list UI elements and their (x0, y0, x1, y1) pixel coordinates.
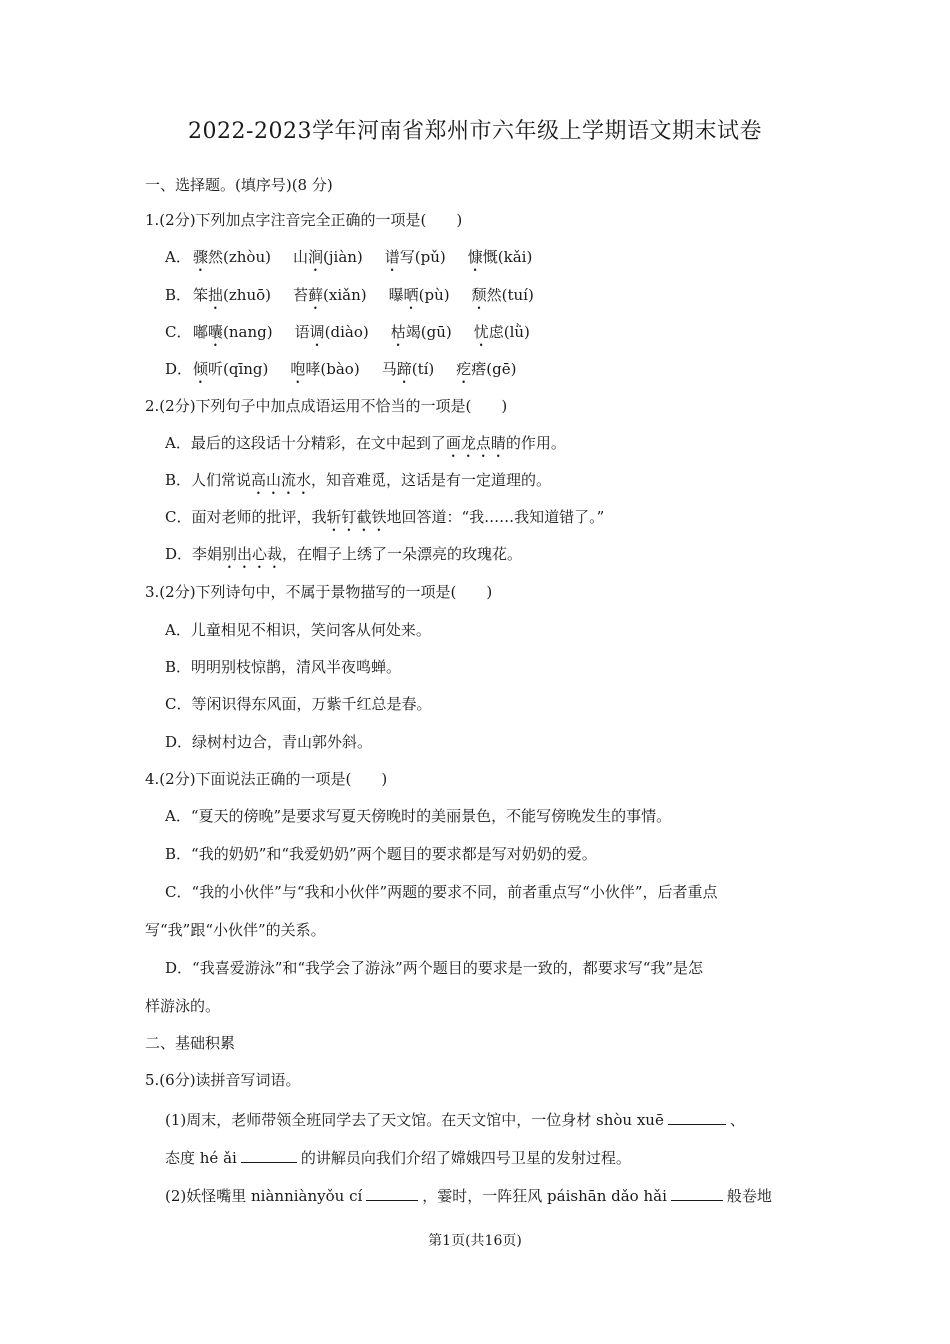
option-text: C．面对老师的批评，我 (165, 508, 327, 526)
question-4-option-d-cont: 样游泳的。 (145, 997, 221, 1015)
dotted-character: 枯 (390, 323, 406, 341)
question-5-part-1-cont (165, 1146, 631, 1168)
option-text: ，在帽子上绣了一朵漂亮的玫瑰花。 (282, 545, 523, 563)
question-3-option-c: C．等闲识得东风面，万紫千红总是春。 (165, 695, 432, 713)
question-1-stem: 1.(2分)下列加点字注音完全正确的一项是( ) (145, 211, 463, 229)
dotted-character: 忧 (473, 323, 489, 341)
dotted-character: 疙 (456, 360, 472, 378)
word-text: 山 (292, 248, 308, 266)
option-text: A．最后的这段话十分精彩，在文中起到了 (165, 434, 446, 452)
word-text: 语 (294, 323, 310, 341)
dotted-character: 咆 (290, 360, 306, 378)
option-label: C． (165, 323, 192, 341)
word-with-pinyin (293, 285, 367, 313)
option-label: A． (165, 248, 191, 266)
option-text: 的作用。 (505, 434, 566, 452)
question-1-option-a (165, 247, 554, 275)
word-text: 马 (381, 360, 397, 378)
word-with-pinyin (468, 247, 533, 275)
word-text: (diào) (324, 323, 369, 341)
question-3-option-a: A．儿童相见不相识，笑问客从何处来。 (165, 621, 431, 639)
question-2-option-a (165, 433, 566, 461)
word-text: 虑(lǜ) (488, 323, 530, 341)
option-label: D． (165, 360, 193, 378)
section-heading-2: 二、基础积累 (145, 1034, 236, 1052)
question-2-option-b (165, 470, 551, 498)
word-text: 曝 (388, 286, 404, 304)
dotted-character: 涧 (308, 248, 324, 266)
word-with-pinyin (385, 247, 446, 275)
answer-blank[interactable] (366, 1184, 418, 1201)
page-footer: 第1页(共16页) (428, 1233, 522, 1249)
dotted-character: 骤 (193, 248, 209, 266)
word-text: 竭(gū) (405, 323, 452, 341)
prompt-text: 的讲解员向我们介绍了嫦娥四号卫星的发射过程。 (300, 1149, 631, 1167)
word-with-pinyin (295, 322, 369, 350)
question-2-option-d (165, 544, 522, 572)
answer-blank[interactable] (671, 1184, 723, 1201)
prompt-text: (1)周末，老师带领全班同学去了天文馆。在天文馆中，一位身材 shòu xuē (165, 1111, 664, 1129)
word-text: 慨(kǎi) (482, 248, 533, 266)
word-with-pinyin (391, 322, 452, 350)
word-with-pinyin (293, 247, 363, 275)
word-text: (jiàn) (323, 248, 363, 266)
word-text: (tí) (411, 360, 435, 378)
dotted-idiom: 斩钉截铁 (326, 508, 387, 526)
question-3-stem: 3.(2分)下列诗句中，不属于景物描写的一项是( ) (145, 583, 493, 601)
question-5-part-1 (165, 1108, 745, 1130)
dotted-character: 蹄 (396, 360, 412, 378)
prompt-text: 般卷地 (726, 1187, 772, 1205)
dotted-character: 颓 (471, 286, 487, 304)
question-4-option-d: D．“我喜爱游泳”和“我学会了游泳”两个题目的要求是一致的，都要求写“我”是怎 (165, 959, 704, 977)
prompt-text: ，霎时，一阵狂风 páishān dǎo hǎi (422, 1187, 667, 1205)
word-text: 然(zhòu) (208, 248, 271, 266)
word-text: 嘟 (193, 323, 209, 341)
dotted-idiom: 高山流水 (251, 471, 312, 489)
word-text: (pù) (418, 286, 450, 304)
section-heading-1: 一、选择题。(填序号)(8 分) (145, 176, 333, 194)
word-with-pinyin (472, 285, 534, 313)
word-text: 瘩(gē) (471, 360, 517, 378)
dotted-idiom: 别出心裁 (222, 545, 283, 563)
question-5-part-2 (165, 1184, 772, 1206)
word-text: 苔 (293, 286, 309, 304)
word-with-pinyin (382, 359, 435, 387)
option-text: B．人们常说 (165, 471, 252, 489)
prompt-text: (2)妖怪嘴里 niànniànyǒu cí (165, 1187, 363, 1205)
question-2-stem: 2.(2分)下列句子中加点成语运用不恰当的一项是( ) (145, 397, 508, 415)
punctuation: 、 (729, 1111, 745, 1129)
question-4-option-a: A．“夏天的傍晚”是要求写夏天傍晚时的美丽景色，不能写傍晚发生的事情。 (165, 807, 672, 825)
word-text: (nang) (223, 323, 273, 341)
word-text: (xiǎn) (323, 286, 367, 304)
word-with-pinyin (290, 359, 359, 387)
dotted-idiom: 画龙点睛 (445, 434, 506, 452)
dotted-character: 慷 (467, 248, 483, 266)
dotted-character: 谱 (384, 248, 400, 266)
word-with-pinyin (456, 359, 516, 387)
page-title: 2022-2023学年河南省郑州市六年级上学期语文期末试卷 (188, 119, 762, 144)
dotted-character: 调 (309, 323, 325, 341)
dotted-character: 晒 (403, 286, 419, 304)
word-text: (zhuō) (223, 286, 271, 304)
option-label: B． (165, 286, 192, 304)
dotted-character: 拙 (208, 286, 224, 304)
question-1-option-d (165, 359, 538, 387)
question-1-option-b (165, 285, 556, 313)
word-with-pinyin (193, 247, 271, 275)
dotted-character: 囔 (208, 323, 224, 341)
option-text: ，知音难觅，这话是有一定道理的。 (311, 471, 552, 489)
question-5-stem: 5.(6分)读拼音写词语。 (145, 1071, 301, 1089)
option-text: D．李娟 (165, 545, 223, 563)
word-with-pinyin (193, 359, 268, 387)
word-with-pinyin (389, 285, 450, 313)
option-text: 地回答道：“我……我知道错了。” (386, 508, 605, 526)
dotted-character: 藓 (308, 286, 324, 304)
question-1-option-c (165, 322, 552, 350)
question-4-option-c: C．“我的小伙伴”与“我和小伙伴”两题的要求不同，前者重点写“小伙伴”，后者重点 (165, 883, 718, 901)
word-with-pinyin (193, 322, 273, 350)
question-3-option-b: B．明明别枝惊鹊，清风半夜鸣蝉。 (165, 658, 402, 676)
answer-blank[interactable] (241, 1146, 297, 1163)
answer-blank[interactable] (668, 1108, 726, 1125)
prompt-text: 态度 hé ǎi (165, 1149, 237, 1167)
question-4-option-c-cont: 写“我”跟“小伙伴”的关系。 (145, 921, 326, 939)
word-text: 哮(bào) (305, 360, 360, 378)
question-4-option-b: B．“我的奶奶”和“我爱奶奶”两个题目的要求都是写对奶奶的爱。 (165, 845, 597, 863)
word-text: 笨 (193, 286, 209, 304)
word-text: 然(tuí) (486, 286, 534, 304)
question-2-option-c (165, 507, 604, 535)
word-with-pinyin (193, 285, 271, 313)
word-text: 听(qīng) (208, 360, 269, 378)
question-4-stem: 4.(2分)下面说法正确的一项是( ) (145, 770, 388, 788)
dotted-character: 倾 (193, 360, 209, 378)
word-with-pinyin (474, 322, 530, 350)
word-text: 写(pǔ) (399, 248, 446, 266)
question-3-option-d: D．绿树村边合，青山郭外斜。 (165, 733, 373, 751)
